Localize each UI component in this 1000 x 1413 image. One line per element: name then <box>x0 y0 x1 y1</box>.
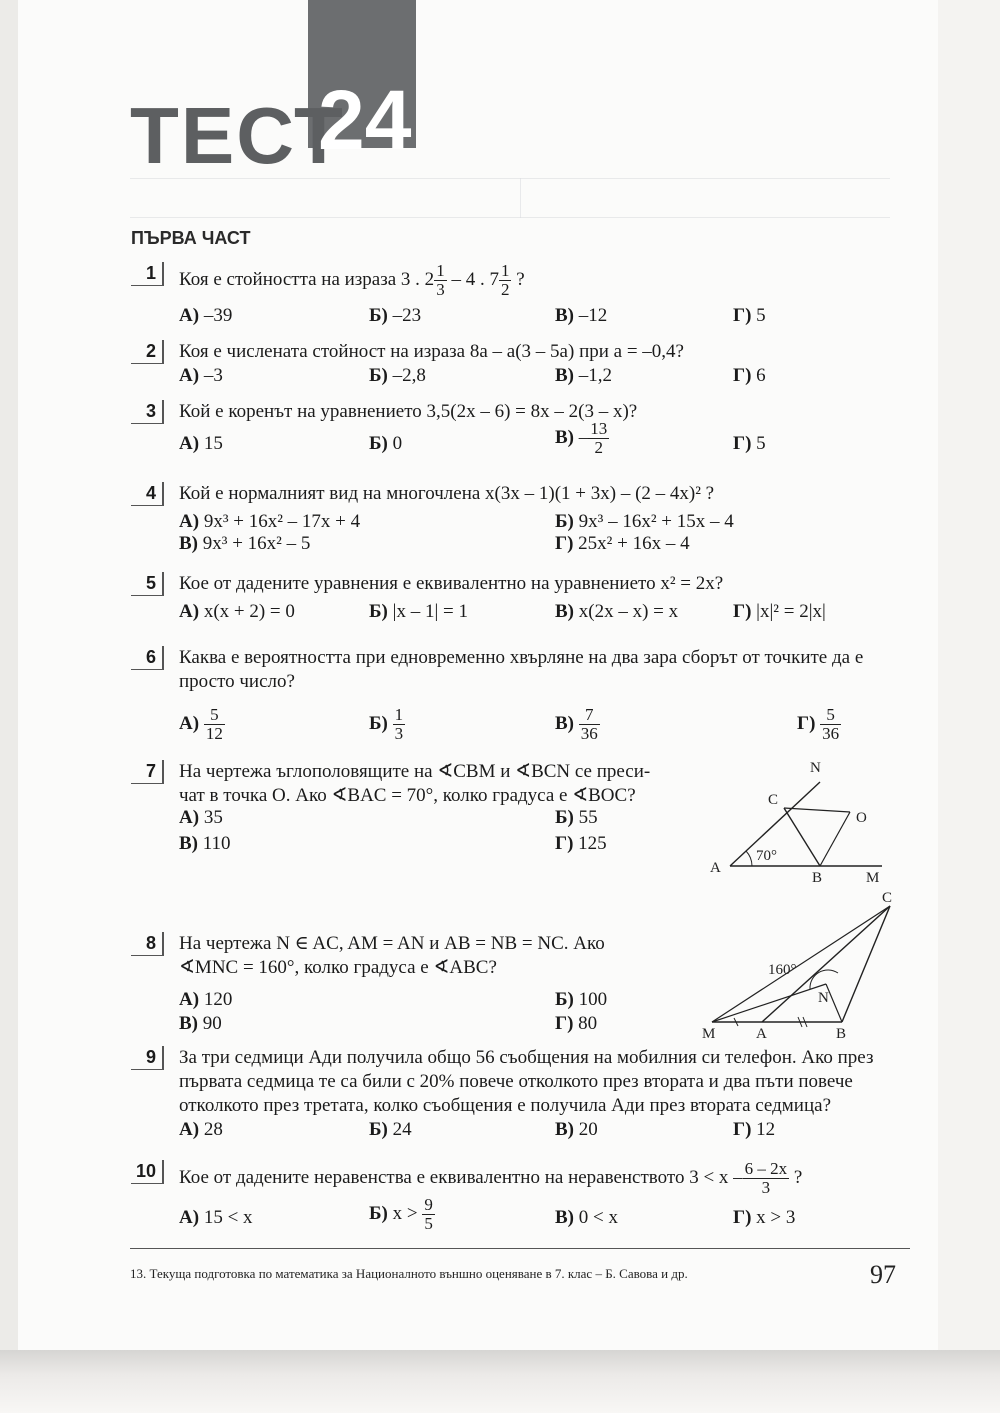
question-text: Кой е коренът на уравнението 3,5(2x – 6) = 8x – 2(3 – x)? <box>179 401 638 422</box>
segment-mc <box>712 906 890 1022</box>
test-number: 24 <box>318 73 412 167</box>
test-title: ТЕСТ <box>130 91 345 180</box>
angle-arc <box>746 851 752 866</box>
segment-bc <box>784 808 820 866</box>
answer-c[interactable]: В) $\frac{7}{36}$ <box>555 705 598 743</box>
question-4 <box>131 482 891 558</box>
question-number: 10 <box>131 1160 164 1184</box>
question-9 <box>131 1046 891 1146</box>
answer-b[interactable]: Б) x > $\frac{9}{5}$ <box>369 1195 433 1233</box>
question-5 <box>131 572 891 628</box>
question-3 <box>131 400 891 470</box>
answer-c[interactable]: В) –1,2 <box>555 365 612 386</box>
label-c: C <box>882 890 893 906</box>
answer-a[interactable]: А) x(x + 2) = 0 <box>179 601 295 622</box>
bleed-through <box>520 178 521 218</box>
answer-d[interactable]: Г) |x|² = 2|x| <box>733 601 826 622</box>
page-edge <box>0 0 18 1350</box>
angle-label: 160° <box>768 962 797 978</box>
question-text: Коя е стойността на израза 3 . 2 $\frac{1}{3}$ – 4 . 7 $\frac{1}{2}$ ? <box>179 261 525 299</box>
answer-d[interactable]: Г) 80 <box>555 1013 598 1034</box>
question-text: На чертежа N ∈ AC, AM = AN и AB = NB = NC. Ако ∢MNC = 160°, колко градуса е ∢ABC? <box>179 933 605 978</box>
answer-a[interactable]: А) 120 <box>179 989 233 1010</box>
question-text: Кое от дадените неравенства е еквивалентно на неравенството 3 < x – $\frac{6 - 2x}{3}$ ? <box>179 1159 803 1197</box>
question-text: На чертежа ъглополовящите на ∢CBM и ∢BCN се преси- чат в точка O. Ако ∢BAC = 70°, колко градуса е ∢BOC? <box>179 761 651 806</box>
answer-a[interactable]: А) –39 <box>179 305 233 326</box>
label-o: O <box>856 810 867 826</box>
fraction: $\frac{1}{3}$ <box>436 261 445 299</box>
answer-b[interactable]: Б) 55 <box>555 807 598 828</box>
page-number: 97 <box>870 1260 896 1289</box>
question-number: 8 <box>131 932 164 956</box>
answer-c[interactable]: В) – $\frac{13}{2}$ <box>555 419 608 457</box>
answer-a[interactable]: А) $\frac{5}{12}$ <box>179 705 223 743</box>
question-2 <box>131 340 891 390</box>
question-number: 4 <box>131 482 164 506</box>
answer-c[interactable]: В) –12 <box>555 305 608 326</box>
question-number: 2 <box>131 340 164 364</box>
answer-d[interactable]: Г) 25x² + 16x – 4 <box>555 533 690 554</box>
label-n: N <box>810 760 821 776</box>
answer-d[interactable]: Г) 6 <box>733 365 766 386</box>
answer-b[interactable]: Б) –23 <box>369 305 422 326</box>
label-b: B <box>812 870 823 886</box>
question-number: 3 <box>131 400 164 424</box>
segment-bc <box>842 906 890 1022</box>
answer-a[interactable]: А) 15 < x <box>179 1207 253 1228</box>
question-number: 1 <box>131 262 164 286</box>
question-number: 9 <box>131 1046 164 1070</box>
label-a: A <box>710 860 721 876</box>
answer-b[interactable]: Б) –2,8 <box>369 365 426 386</box>
answer-c[interactable]: В) 9x³ + 16x² – 5 <box>179 533 311 554</box>
fraction: $\frac{6 - 2x}{3}$ <box>744 1159 788 1197</box>
answer-b[interactable]: Б) 100 <box>555 989 608 1010</box>
angle-label: 70° <box>756 848 777 864</box>
question-6 <box>131 646 891 746</box>
answer-b[interactable]: Б) 24 <box>369 1119 412 1140</box>
answer-c[interactable]: В) x(2x – x) = x <box>555 601 679 622</box>
question-text: Каква е вероятността при едновременно хвърляне на два зара сборът от точките да е просто число? <box>179 647 864 692</box>
question-text: Коя е числената стойност на израза 8a – a(3 – 5a) при a = –0,4? <box>179 341 684 362</box>
label-a: A <box>756 1026 767 1042</box>
part-title: ПЪРВА ЧАСТ <box>131 228 251 248</box>
bisector-c <box>784 808 850 812</box>
question-number: 5 <box>131 572 164 596</box>
bisector-b <box>820 812 850 866</box>
answer-d[interactable]: Г) 125 <box>555 833 607 854</box>
answer-a[interactable]: А) 15 <box>179 433 223 454</box>
answer-a[interactable]: А) –3 <box>179 365 223 386</box>
fraction: $\frac{1}{2}$ <box>500 261 510 299</box>
answer-b[interactable]: Б) $\frac{1}{3}$ <box>369 705 404 743</box>
answer-a[interactable]: А) 35 <box>179 807 223 828</box>
answer-c[interactable]: В) 0 < x <box>555 1207 618 1228</box>
answer-b[interactable]: Б) 0 <box>369 433 403 454</box>
figure-q8 <box>698 888 898 1042</box>
question-1 <box>131 262 891 332</box>
scanner-bottom-band <box>0 1350 1000 1413</box>
label-b: B <box>836 1026 847 1042</box>
question-number: 7 <box>131 760 164 784</box>
answer-c[interactable]: В) 20 <box>555 1119 598 1140</box>
answer-d[interactable]: Г) $\frac{5}{36}$ <box>797 705 840 743</box>
question-10 <box>131 1160 891 1240</box>
bleed-through <box>130 178 890 218</box>
figure-q7 <box>700 754 890 884</box>
answer-c[interactable]: В) 110 <box>179 833 231 854</box>
label-c: C <box>768 792 779 808</box>
question-number: 6 <box>131 646 164 670</box>
answer-b[interactable]: Б) |x – 1| = 1 <box>369 601 468 622</box>
answer-b[interactable]: Б) 9x³ – 16x² + 15x – 4 <box>555 511 734 532</box>
answer-a[interactable]: А) 9x³ + 16x² – 17x + 4 <box>179 511 361 532</box>
answer-c[interactable]: В) 90 <box>179 1013 222 1034</box>
label-m: M <box>702 1026 716 1042</box>
question-text: Кое от дадените уравнения е еквивалентно на уравнението x² = 2x? <box>179 573 724 594</box>
question-text: Кой е нормалният вид на многочлена x(3x – 1)(1 + 3x) – (2 – 4x)² ? <box>179 483 715 504</box>
answer-d[interactable]: Г) 5 <box>733 305 766 326</box>
answer-a[interactable]: А) 28 <box>179 1119 223 1140</box>
answer-d[interactable]: Г) 12 <box>733 1119 776 1140</box>
label-n: N <box>818 990 829 1006</box>
question-text: За три седмици Ади получила общо 56 съобщения на мобилния си телефон. Ако през първата седмица те са били с 20% повече отколкото през втората и два пъти повече отколкото през третата, колко съобщения е получила Ади през втората седмица? <box>179 1047 874 1116</box>
footer-text: 13. Текуща подготовка по математика за Националното външно оценяване в 7. клас – Б. Савова и др. <box>130 1266 688 1281</box>
label-m: M <box>866 870 880 886</box>
answer-d[interactable]: Г) 5 <box>733 433 766 454</box>
footer-divider <box>130 1248 910 1249</box>
angle-arc <box>810 970 838 989</box>
answer-d[interactable]: Г) x > 3 <box>733 1207 796 1228</box>
